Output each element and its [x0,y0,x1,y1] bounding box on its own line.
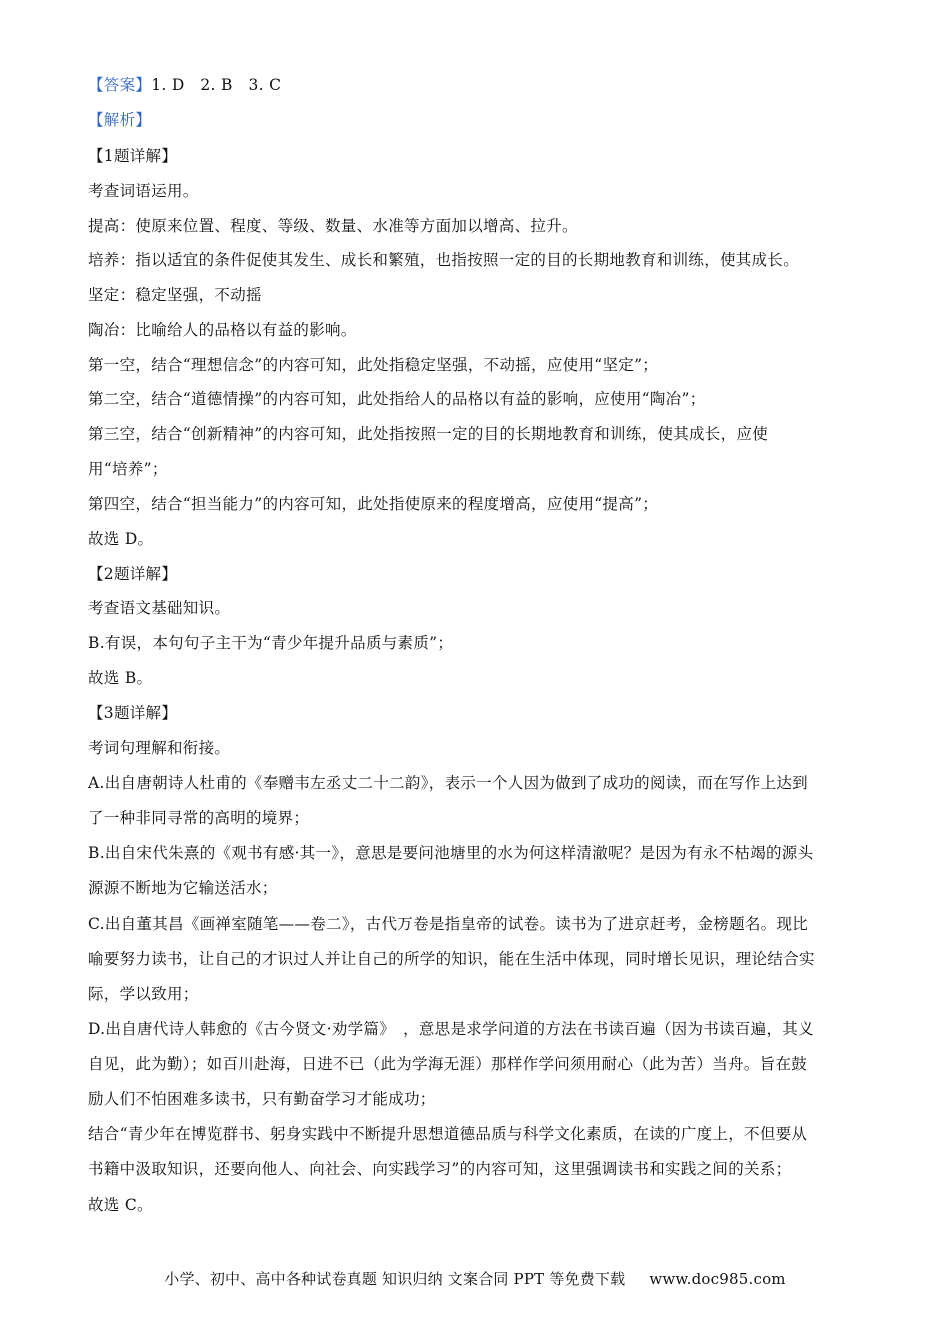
paragraph-line: 故选 B。 [88,669,153,687]
paragraph-line: 第三空，结合“创新精神”的内容可知，此处指按照一定的目的长期地教育和训练，使其成长，应使 [88,425,769,443]
paragraph-line: 源源不断地为它输送活水； [88,879,278,897]
paragraph-line: 考词句理解和衔接。 [88,739,231,757]
paragraph-line: 考查词语运用。 [88,182,199,200]
paragraph-line: 提高：使原来位置、程度、等级、数量、水准等方面加以增高、拉升。 [88,217,578,235]
paragraph-line: 自见，此为勤）；如百川赴海，日进不已（此为学海无涯）那样作学问须用耐心（此为苦）当舟。旨在鼓 [88,1055,808,1073]
paragraph-line: 故选 D。 [88,530,154,548]
paragraph-line: 培养：指以适宜的条件促使其发生、成长和繁殖，也指按照一定的目的长期地教育和训练，使其成长。 [88,251,800,269]
paragraph-line: C.出自董其昌《画禅室随笔——卷二》，古代万卷是指皇帝的试卷。读书为了进京赶考，金榜题名。现比 [88,915,809,933]
paragraph-line: 考查语文基础知识。 [88,599,231,617]
paragraph-line: 际，学以致用； [88,985,199,1003]
q1-heading: 【1题详解】 [88,147,178,165]
footer-text: 小学、初中、高中各种试卷真题 知识归纳 文案合同 PPT 等免费下载 [164,1270,626,1288]
paragraph-line: 结合“青少年在博览群书、躬身实践中不断提升思想道德品质与科学文化素质，在读的广度上，不但要从 [88,1125,808,1143]
paragraph-line: 励人们不怕困难多读书，只有勤奋学习才能成功； [88,1090,436,1108]
paragraph-line: 第一空，结合“理想信念”的内容可知，此处指稳定坚强，不动摇，应使用“坚定”； [88,356,659,374]
paragraph-line: B.出自宋代朱熹的《观书有感·其一》，意思是要问池塘里的水为何这样清澈呢？是因为有永不枯竭的源头 [88,844,814,862]
analysis-label: 【解析】 [88,111,152,129]
paragraph-line: 喻要努力读书，让自己的才识过人并让自己的所学的知识，能在生活中体现，同时增长见识，理论结合实 [88,950,815,968]
answer-line [88,75,890,95]
q3-heading: 【3题详解】 [88,704,178,722]
paragraph-line: 故选 C。 [88,1196,153,1214]
answer-text: 1. D 2. B 3. C [151,76,282,94]
paragraph-line: 第二空，结合“道德情操”的内容可知，此处指给人的品格以有益的影响，应使用“陶冶”； [88,390,706,408]
paragraph-line: 用“培养”； [88,460,168,478]
paragraph-line: A.出自唐朝诗人杜甫的《奉赠韦左丞丈二十二韵》，表示一个人因为做到了成功的阅读，而在写作上达到 [88,774,808,792]
paragraph-line: 第四空，结合“担当能力”的内容可知，此处指使原来的程度增高，应使用“提高”； [88,495,659,513]
paragraph-line: 陶冶：比喻给人的品格以有益的影响。 [88,321,357,339]
answer-label: 【答案】 [88,76,152,94]
paragraph-line: D.出自唐代诗人韩愈的《古今贤文·劝学篇》 ，意思是求学问道的方法在书读百遍（因为书读百遍，其义 [88,1020,814,1038]
q2-heading: 【2题详解】 [88,565,178,583]
page-footer [0,1268,950,1289]
footer-url-link[interactable]: www.doc985.com [649,1270,786,1288]
paragraph-line: 了一种非同寻常的高明的境界； [88,809,310,827]
paragraph-line: 坚定：稳定坚强，不动摇 [88,286,262,304]
paragraph-line: 书籍中汲取知识，还要向他人、向社会、向实践学习”的内容可知，这里强调读书和实践之间的关系； [88,1160,792,1178]
paragraph-line: B.有误，本句句子主干为“青少年提升品质与素质”； [88,634,454,652]
